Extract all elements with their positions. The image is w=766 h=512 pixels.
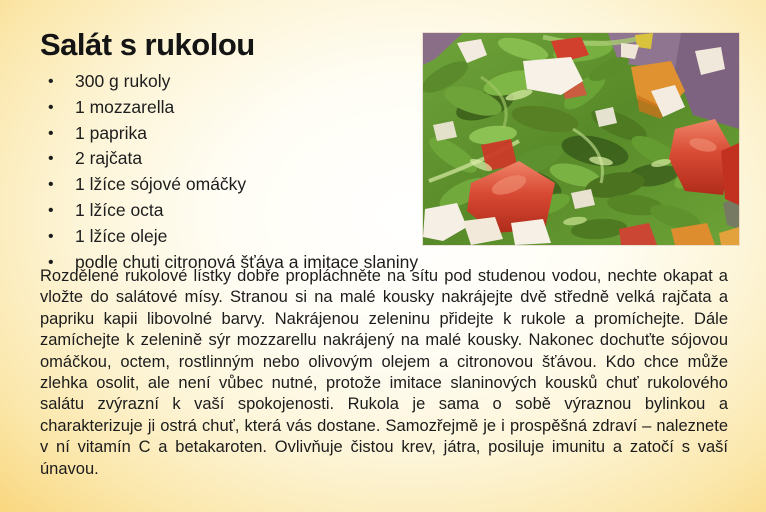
ingredient-list: [47, 69, 418, 275]
list-item: • 1 lžíce octa: [47, 198, 418, 224]
list-item: • 1 lžíce sójové omáčky: [47, 172, 418, 198]
list-item: • 2 rajčata: [47, 146, 418, 172]
list-item: • 300 g rukoly: [47, 69, 418, 95]
list-item: • 1 paprika: [47, 121, 418, 147]
salad-photo: [423, 33, 739, 245]
instructions-paragraph: Rozdělené rukolové lístky dobře propláchněte na sítu pod studenou vodou, nechte okapat a vložte do salátové mísy. Stranou si na malé kousky nakrájejte dvě středně velká rajčata a papriku kapii libovolné barvy. Nakrájenou zeleninu přidejte k rukole a promíchejte. Dále zamíchejte k zelenině sýr mozzarellu nakrájený na malé kousky. Nakonec dochuťte sójovou omáčkou, octem, rostlinným nebo olivovým olejem a citronovou šťávou. Kdo chce může zlehka osolit, ale není vůbec nutné, protože imitace slaninových kousků chuť rukolového salátu zvýrazní k vaší spokojenosti. Rukola je sama o sobě výraznou bylinkou a charakterizuje ji ostrá chuť, která vás dostane. Samozřejmě je i prospěšná zdraví – naleznete v ní vitamín C a betakaroten. Ovlivňuje čistou krev, játra, posiluje imunitu a zatočí s vaší únavou.: [40, 267, 728, 478]
list-item: • 1 mozzarella: [47, 95, 418, 121]
salad-photo-illustration: [423, 33, 739, 245]
list-item: • 1 lžíce oleje: [47, 224, 418, 250]
slide-title: Salát s rukolou: [40, 27, 255, 62]
list-item: • podle chuti citronová šťáva a imitace slaniny: [47, 250, 418, 276]
